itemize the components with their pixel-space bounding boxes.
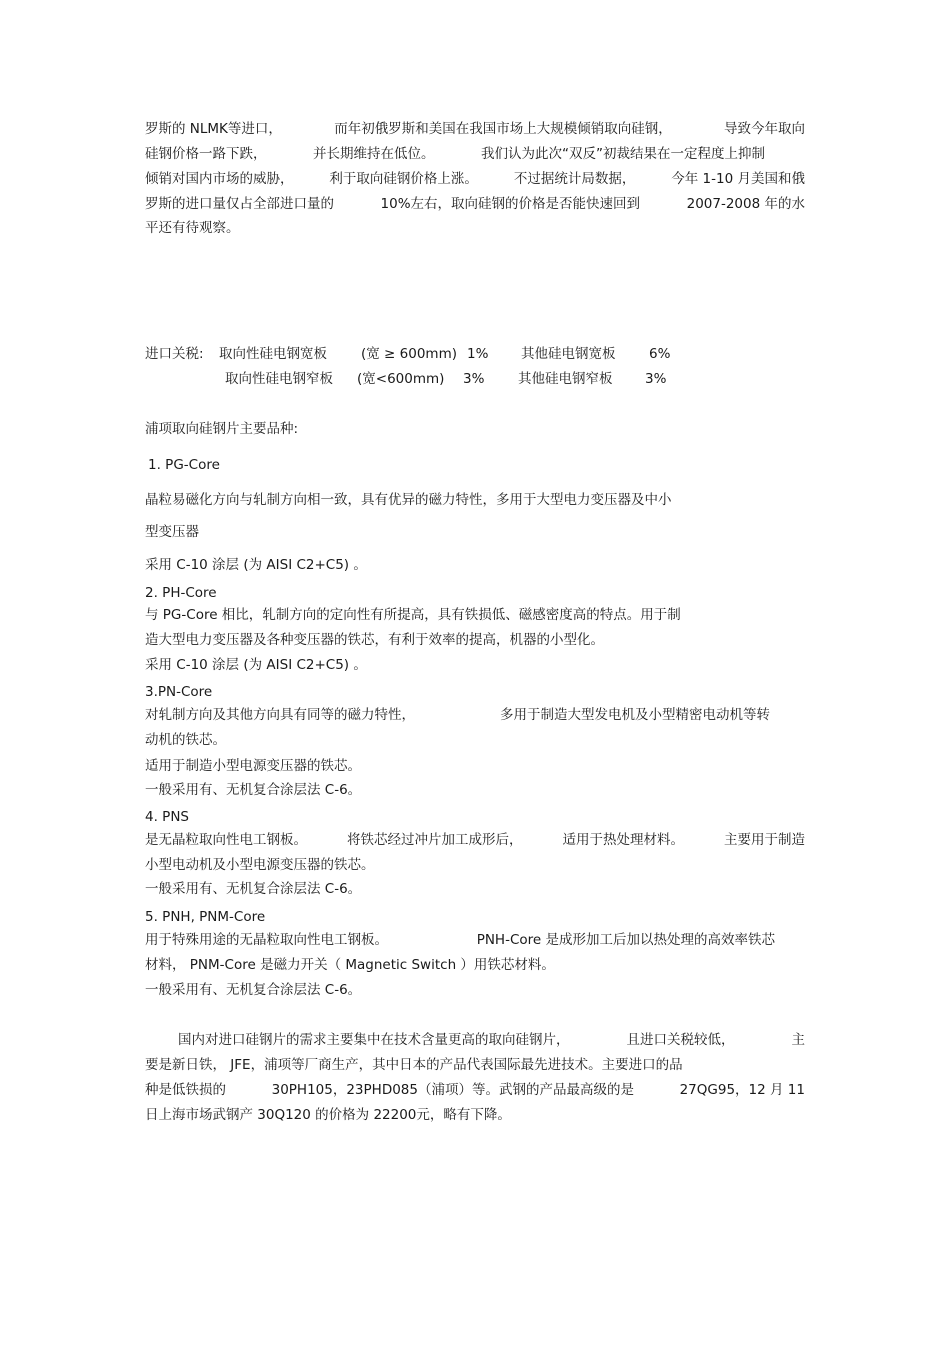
- tariff-wide-rate: 1%: [467, 346, 489, 362]
- demand-line-2: 要是新日铁， JFE，浦项等厂商生产，其中日本的产品代表国际最先进技术。主要进口的品: [145, 1057, 683, 1073]
- pns-title: 4. PNS: [145, 809, 189, 825]
- pg-core-title: 1. PG-Core: [148, 457, 220, 473]
- ph-core-coating: 采用 C-10 涂层 (为 AISI C2+C5) 。: [145, 657, 367, 673]
- demand-line-4: 日上海市场武钢产 30Q120 的价格为 22200元，略有下降。: [145, 1107, 511, 1123]
- text-segment: 国内对进口硅钢片的需求主要集中在技术含量更高的取向硅钢片，: [178, 1032, 570, 1048]
- tariff-label: 进口关税:: [145, 346, 204, 362]
- tariff-row-wide: [145, 345, 705, 363]
- tariff-other-wide-name: 其他硅电钢宽板: [521, 346, 616, 362]
- pn-core-desc-2: 动机的铁芯。: [145, 732, 226, 748]
- text-segment: 并长期维持在低位。: [313, 146, 435, 162]
- text-segment: 主要用于制造: [724, 832, 805, 848]
- pn-core-coating: 一般采用有、无机复合涂层法 C-6。: [145, 782, 362, 798]
- pn-core-desc-1: [145, 706, 770, 724]
- text-segment: 30PH105，23PHD085（浦项）等。武钢的产品最高级的是: [271, 1082, 634, 1098]
- text-segment: 10%左右，取向硅钢的价格是否能快速回到: [380, 196, 641, 212]
- text-segment: 适用于热处理材料。: [562, 832, 684, 848]
- ph-core-title: 2. PH-Core: [145, 585, 217, 601]
- tariff-narrow-name: 取向性硅电钢窄板: [225, 371, 333, 387]
- tariff-wide-spec: (宽 ≥ 600mm): [361, 346, 457, 362]
- text-segment: 27QG95，12 月 11: [679, 1082, 805, 1098]
- pnh-pnm-desc-2: 材料， PNM-Core 是磁力开关（ Magnetic Switch ）用铁芯材料。: [145, 957, 555, 973]
- text-segment: 2007-2008 年的水: [686, 196, 805, 212]
- text-segment: 罗斯的 NLMK等进口，: [145, 121, 282, 137]
- text-segment: 是无晶粒取向性电工钢板。: [145, 832, 307, 848]
- text-segment: 而年初俄罗斯和美国在我国市场上大规模倾销取向硅钢，: [334, 121, 672, 137]
- tariff-other-narrow-name: 其他硅电钢窄板: [518, 371, 613, 387]
- text-segment: 用于特殊用途的无晶粒取向性电工钢板。: [145, 932, 388, 948]
- text-segment: PNH-Core 是成形加工后加以热处理的高效率铁芯: [476, 932, 775, 948]
- text-segment: 我们认为此次“双反”初裁结果在一定程度上抑制: [481, 146, 765, 162]
- pnh-pnm-coating: 一般采用有、无机复合涂层法 C-6。: [145, 982, 362, 998]
- text-segment: 罗斯的进口量仅占全部进口量的: [145, 196, 334, 212]
- text-segment: 导致今年取向: [723, 121, 805, 137]
- text-segment: 多用于制造大型发电机及小型精密电动机等转: [500, 707, 770, 723]
- intro-line-3: [145, 170, 805, 188]
- tariff-narrow-rate: 3%: [463, 371, 485, 387]
- pn-core-desc-3: 适用于制造小型电源变压器的铁芯。: [145, 758, 361, 774]
- pns-desc-2: 小型电动机及小型电源变压器的铁芯。: [145, 857, 375, 873]
- pnh-pnm-desc-1: [145, 931, 775, 949]
- text-segment: 利于取向硅钢价格上涨。: [329, 171, 478, 187]
- text-segment: 硅钢价格一路下跌，: [145, 146, 267, 162]
- tariff-wide-name: 取向性硅电钢宽板: [219, 346, 327, 362]
- intro-line-4: [145, 195, 805, 213]
- ph-core-desc-2: 造大型电力变压器及各种变压器的铁芯，有利于效率的提高，机器的小型化。: [145, 632, 604, 648]
- text-segment: 倾销对国内市场的威胁，: [145, 171, 294, 187]
- pn-core-title: 3.PN-Core: [145, 684, 213, 700]
- posco-heading: 浦项取向硅钢片主要品种:: [145, 421, 299, 437]
- intro-line-2: [145, 145, 765, 163]
- demand-line-3: [145, 1081, 805, 1099]
- text-segment: 主: [791, 1032, 805, 1048]
- tariff-other-wide-rate: 6%: [649, 346, 671, 362]
- pns-coating: 一般采用有、无机复合涂层法 C-6。: [145, 881, 362, 897]
- tariff-narrow-spec: (宽<600mm): [357, 371, 445, 387]
- text-segment: 对轧制方向及其他方向具有同等的磁力特性，: [145, 707, 415, 723]
- tariff-other-narrow-rate: 3%: [645, 371, 667, 387]
- pg-core-coating: 采用 C-10 涂层 (为 AISI C2+C5) 。: [145, 557, 367, 573]
- pns-desc-1: [145, 831, 805, 849]
- intro-line-5: 平还有待观察。: [145, 220, 240, 236]
- pg-core-desc-1: 晶粒易磁化方向与轧制方向相一致，具有优异的磁力特性，多用于大型电力变压器及中小: [145, 492, 672, 508]
- ph-core-desc-1: 与 PG-Core 相比，轧制方向的定向性有所提高，具有铁损低、磁感密度高的特点。用于制: [145, 607, 681, 623]
- text-segment: 种是低铁损的: [145, 1082, 226, 1098]
- text-segment: 将铁芯经过冲片加工成形后，: [347, 832, 523, 848]
- text-segment: 且进口关税较低，: [626, 1032, 735, 1048]
- pg-core-desc-2: 型变压器: [145, 524, 199, 540]
- text-segment: 今年 1-10 月美国和俄: [671, 171, 805, 187]
- demand-line-1: [178, 1031, 805, 1049]
- intro-line-1: [145, 120, 805, 138]
- tariff-row-narrow: [145, 370, 705, 388]
- text-segment: 不过据统计局数据，: [513, 171, 636, 187]
- pnh-pnm-title: 5. PNH, PNM-Core: [145, 909, 266, 925]
